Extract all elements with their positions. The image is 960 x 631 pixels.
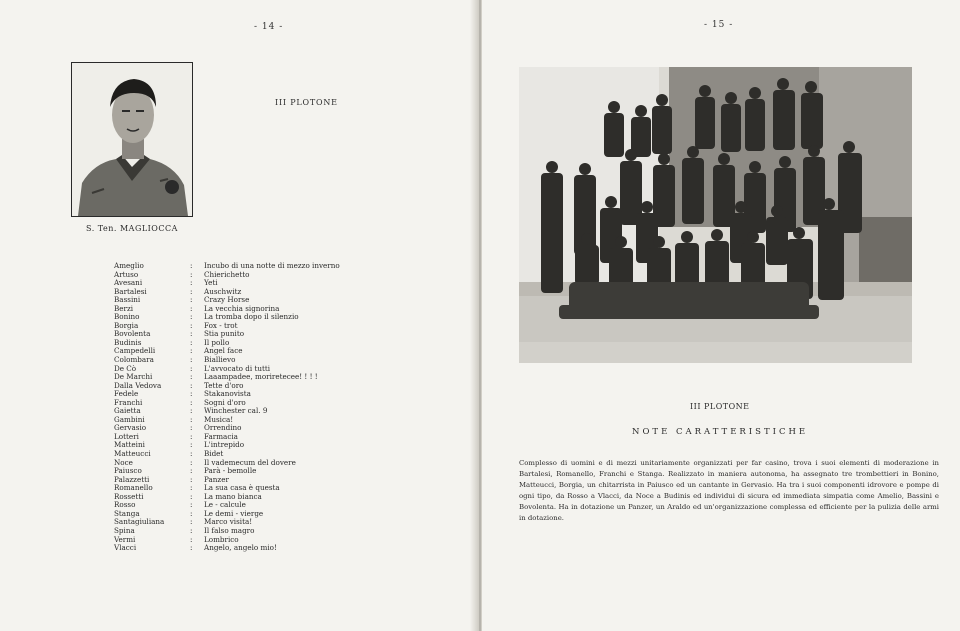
officer-portrait bbox=[71, 62, 193, 217]
roster-description: Farmacia bbox=[204, 431, 238, 441]
roster-name: Colombara bbox=[114, 355, 154, 365]
roster-description: Il falso magro bbox=[204, 525, 255, 535]
roster-separator: : bbox=[190, 278, 193, 288]
roster-row bbox=[114, 279, 374, 288]
notes-paragraph: Complesso di uomini e di mezzi unitariamente organizzati per far casino, trova i suoi elementi di moderazione in Bartalesi, Romanello, Franchi e Stanga. Realizzato in maniera autonoma, ha assegnato tre trombettieri in Bonino, Matteucci, Borgia, un chitarrista in Paiusco ed un cantante in Gervasio. Ha tra i suoi componenti idrovore e pompe di ogni tipo, da Rosso a Vlacci, da Noce a Budinis ed individui di sicura ed immediata simpatia come Amelio, Bassini e Bovolenta. Ha in dotazione un Panzer, un Araldo ed un'organizzazione complessa ed efficiente per la pulizia delle armi in dotazione. bbox=[519, 459, 939, 523]
roster-description: Biallievo bbox=[204, 355, 236, 365]
roster-name: Romanello bbox=[114, 483, 153, 493]
page-number-left: - 14 - bbox=[254, 22, 284, 32]
roster-description: Le - calcule bbox=[204, 500, 246, 510]
notes-title: NOTE CARATTERISTICHE bbox=[632, 427, 809, 437]
roster-separator: : bbox=[190, 397, 193, 407]
roster-separator: : bbox=[190, 312, 193, 322]
roster-name: Palazzetti bbox=[114, 474, 150, 484]
roster-description: Laaampadee, moriretecee! ! ! ! bbox=[204, 372, 318, 382]
roster-row bbox=[114, 271, 374, 280]
roster-separator: : bbox=[190, 525, 193, 535]
roster-separator: : bbox=[190, 449, 193, 459]
platoon-title-right: III PLOTONE bbox=[690, 402, 750, 411]
roster-row bbox=[114, 544, 374, 553]
roster-name: Noce bbox=[114, 457, 133, 467]
roster-description: Sogni d'oro bbox=[204, 397, 246, 407]
roster-name: Bartalesi bbox=[114, 286, 147, 296]
roster-description: Panzer bbox=[204, 474, 229, 484]
page-number-right: - 15 - bbox=[704, 20, 734, 30]
roster-name: Ameglio bbox=[114, 261, 144, 270]
roster-name: Paiusco bbox=[114, 466, 142, 476]
roster-description: Le demi - vierge bbox=[204, 508, 264, 518]
roster-row bbox=[114, 441, 374, 450]
roster-separator: : bbox=[190, 414, 193, 424]
group-photo-drawing bbox=[519, 67, 912, 363]
roster-name: Rossetti bbox=[114, 491, 144, 501]
roster-separator: : bbox=[190, 303, 193, 313]
roster-separator: : bbox=[190, 440, 193, 450]
roster-name: Budinis bbox=[114, 337, 142, 347]
roster-separator: : bbox=[190, 466, 193, 476]
roster-separator: : bbox=[190, 295, 193, 305]
roster-separator: : bbox=[190, 329, 193, 339]
roster-separator: : bbox=[190, 491, 193, 501]
roster-separator: : bbox=[190, 346, 193, 356]
roster-name: Santagiuliana bbox=[114, 517, 165, 527]
roster-description: Marco visita! bbox=[204, 517, 253, 527]
roster-description: Bidet bbox=[204, 449, 224, 459]
roster-separator: : bbox=[190, 517, 193, 527]
roster-description: Crazy Horse bbox=[204, 295, 250, 305]
roster-separator: : bbox=[190, 389, 193, 399]
roster-separator: : bbox=[190, 406, 193, 416]
roster-row bbox=[114, 416, 374, 425]
roster-row bbox=[114, 424, 374, 433]
roster-separator: : bbox=[190, 431, 193, 441]
roster-separator: : bbox=[190, 372, 193, 382]
roster-description: Il pollo bbox=[204, 337, 230, 347]
roster-description: Fox - trot bbox=[204, 320, 238, 330]
roster-name: Franchi bbox=[114, 397, 143, 407]
roster-separator: : bbox=[190, 363, 193, 373]
roster-row bbox=[114, 322, 374, 331]
roster-separator: : bbox=[190, 457, 193, 467]
roster-description: La sua casa è questa bbox=[204, 483, 280, 493]
roster-list bbox=[114, 262, 374, 553]
roster-separator: : bbox=[190, 320, 193, 330]
roster-description: Yeti bbox=[204, 278, 218, 288]
roster-name: Campedelli bbox=[114, 346, 156, 356]
roster-description: Angelo, angelo mio! bbox=[204, 543, 277, 553]
roster-name: Fedele bbox=[114, 389, 139, 399]
roster-description: Parà - bemolle bbox=[204, 466, 257, 476]
roster-row bbox=[114, 330, 374, 339]
portrait-drawing bbox=[72, 63, 192, 216]
roster-name: Gervasio bbox=[114, 423, 147, 433]
roster-name: De Cò bbox=[114, 363, 137, 373]
portrait-caption: S. Ten. MAGLIOCCA bbox=[86, 224, 178, 233]
roster-name: Artuso bbox=[114, 269, 139, 279]
roster-description: L'avvocato di tutti bbox=[204, 363, 271, 373]
roster-description: Stia punito bbox=[204, 329, 245, 339]
roster-separator: : bbox=[190, 508, 193, 518]
roster-name: Vermi bbox=[114, 534, 136, 544]
roster-name: Berzi bbox=[114, 303, 134, 313]
roster-name: Bonino bbox=[114, 312, 140, 322]
roster-separator: : bbox=[190, 483, 193, 493]
roster-name: Avesani bbox=[114, 278, 143, 288]
roster-separator: : bbox=[190, 269, 193, 279]
roster-separator: : bbox=[190, 534, 193, 544]
roster-row bbox=[114, 313, 374, 322]
roster-name: Gambini bbox=[114, 414, 145, 424]
roster-name: Dalla Vedova bbox=[114, 380, 162, 390]
roster-separator: : bbox=[190, 355, 193, 365]
roster-separator: : bbox=[190, 286, 193, 296]
roster-separator: : bbox=[190, 543, 193, 553]
roster-name: Spina bbox=[114, 525, 135, 535]
roster-row bbox=[114, 467, 374, 476]
roster-description: Lombrico bbox=[204, 534, 239, 544]
roster-description: Il vademecum del dovere bbox=[204, 457, 296, 467]
roster-name: De Marchi bbox=[114, 372, 153, 382]
roster-name: Matteini bbox=[114, 440, 145, 450]
roster-name: Bovolenta bbox=[114, 329, 151, 339]
roster-separator: : bbox=[190, 500, 193, 510]
roster-description: Musica! bbox=[204, 414, 234, 424]
roster-description: La tromba dopo il silenzio bbox=[204, 312, 299, 322]
roster-name: Rosso bbox=[114, 500, 136, 510]
roster-name: Vlacci bbox=[114, 543, 137, 553]
roster-separator: : bbox=[190, 261, 193, 270]
roster-description: Incubo di una notte di mezzo inverno bbox=[204, 261, 340, 270]
roster-name: Gaietta bbox=[114, 406, 141, 416]
roster-name: Borgia bbox=[114, 320, 139, 330]
roster-row bbox=[114, 407, 374, 416]
roster-description: L'intrepido bbox=[204, 440, 245, 450]
roster-separator: : bbox=[190, 474, 193, 484]
roster-name: Lotteri bbox=[114, 431, 139, 441]
roster-name: Matteucci bbox=[114, 449, 151, 459]
roster-row bbox=[114, 433, 374, 442]
roster-separator: : bbox=[190, 380, 193, 390]
platoon-title-left: III PLOTONE bbox=[275, 98, 338, 107]
roster-separator: : bbox=[190, 337, 193, 347]
roster-row bbox=[114, 527, 374, 536]
roster-description: Winchester cal. 9 bbox=[204, 406, 268, 416]
roster-name: Stanga bbox=[114, 508, 140, 518]
roster-description: Auschwitz bbox=[204, 286, 242, 296]
roster-description: Orrendino bbox=[204, 423, 242, 433]
roster-description: Tette d'oro bbox=[204, 380, 244, 390]
roster-description: La mano bianca bbox=[204, 491, 262, 501]
roster-separator: : bbox=[190, 423, 193, 433]
roster-description: Chierichetto bbox=[204, 269, 250, 279]
platoon-group-photo bbox=[519, 67, 912, 363]
roster-description: Stakanovista bbox=[204, 389, 251, 399]
roster-description: Angel face bbox=[204, 346, 243, 356]
roster-name: Bassini bbox=[114, 295, 141, 305]
left-page bbox=[0, 0, 476, 631]
roster-description: La vecchia signorina bbox=[204, 303, 280, 313]
